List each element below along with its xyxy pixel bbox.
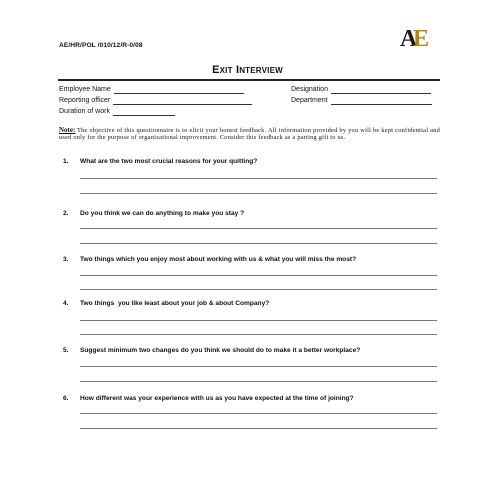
- designation-input[interactable]: [331, 87, 431, 94]
- note-text: The objective of this questionnaire is to elicit your honest feedback. All information provided by you will be kept confidential and used only for the purpose of organizational improvement. Consider this feedback as a parting gift to us.: [59, 127, 440, 142]
- page-title-text: Exit Interview: [212, 64, 283, 76]
- reporting-officer-field[interactable]: [59, 97, 252, 105]
- question-text: Two things which you enjoy most about working with us & what you will miss the most?: [80, 256, 357, 263]
- question-text: Suggest minimum two changes do you think we should do to make it a better workplace?: [80, 347, 361, 354]
- question-number: 1.: [63, 158, 69, 165]
- answer-line[interactable]: [80, 413, 437, 414]
- page-title: [0, 64, 495, 76]
- employee-name-field[interactable]: [59, 86, 244, 94]
- reporting-officer-input[interactable]: [113, 98, 252, 105]
- duration-of-work-field[interactable]: [59, 108, 175, 116]
- answer-line[interactable]: [80, 334, 437, 335]
- question-text: How different was your experience with us as you have expected at the time of joining?: [80, 395, 354, 402]
- department-input[interactable]: [331, 98, 432, 105]
- answer-line[interactable]: [80, 275, 437, 276]
- department-field[interactable]: [291, 97, 432, 105]
- answer-line[interactable]: [80, 366, 437, 367]
- answer-line[interactable]: [80, 289, 437, 290]
- title-rule: [58, 79, 440, 81]
- question-number: 5.: [63, 347, 69, 354]
- question-text: What are the two most crucial reasons for your quitting?: [80, 158, 258, 165]
- logo-letter-a: A: [400, 26, 418, 50]
- company-logo: [398, 24, 438, 50]
- question-text: Two things you like least about your job & about Company?: [80, 300, 270, 307]
- answer-line[interactable]: [80, 320, 437, 321]
- question-1: [63, 158, 443, 166]
- question-3: [63, 256, 443, 264]
- note-paragraph: [59, 127, 440, 141]
- answer-line[interactable]: [80, 193, 437, 194]
- logo-letter-e: E: [413, 26, 430, 50]
- question-4: [63, 300, 443, 308]
- duration-of-work-label: Duration of work: [59, 108, 110, 115]
- answer-line[interactable]: [80, 428, 437, 429]
- duration-of-work-input[interactable]: [113, 109, 175, 116]
- answer-line[interactable]: [80, 243, 437, 244]
- reporting-officer-label: Reporting officer: [59, 97, 111, 104]
- designation-label: Designation: [291, 86, 328, 93]
- answer-line[interactable]: [80, 178, 437, 179]
- question-2: [63, 210, 443, 218]
- employee-name-input[interactable]: [114, 87, 244, 94]
- question-number: 6.: [63, 395, 69, 402]
- document-code: AE/HR/POL /010/12/R-0/08: [59, 42, 143, 49]
- question-text: Do you think we can do anything to make you stay ?: [80, 210, 245, 217]
- question-number: 2.: [63, 210, 69, 217]
- department-label: Department: [291, 97, 328, 104]
- question-number: 3.: [63, 256, 69, 263]
- employee-name-label: Employee Name: [59, 86, 111, 93]
- question-5: [63, 347, 443, 355]
- answer-line[interactable]: [80, 228, 437, 229]
- note-label: Note:: [59, 126, 76, 134]
- question-number: 4.: [63, 300, 69, 307]
- designation-field[interactable]: [291, 86, 431, 94]
- answer-line[interactable]: [80, 381, 437, 382]
- question-6: [63, 395, 443, 403]
